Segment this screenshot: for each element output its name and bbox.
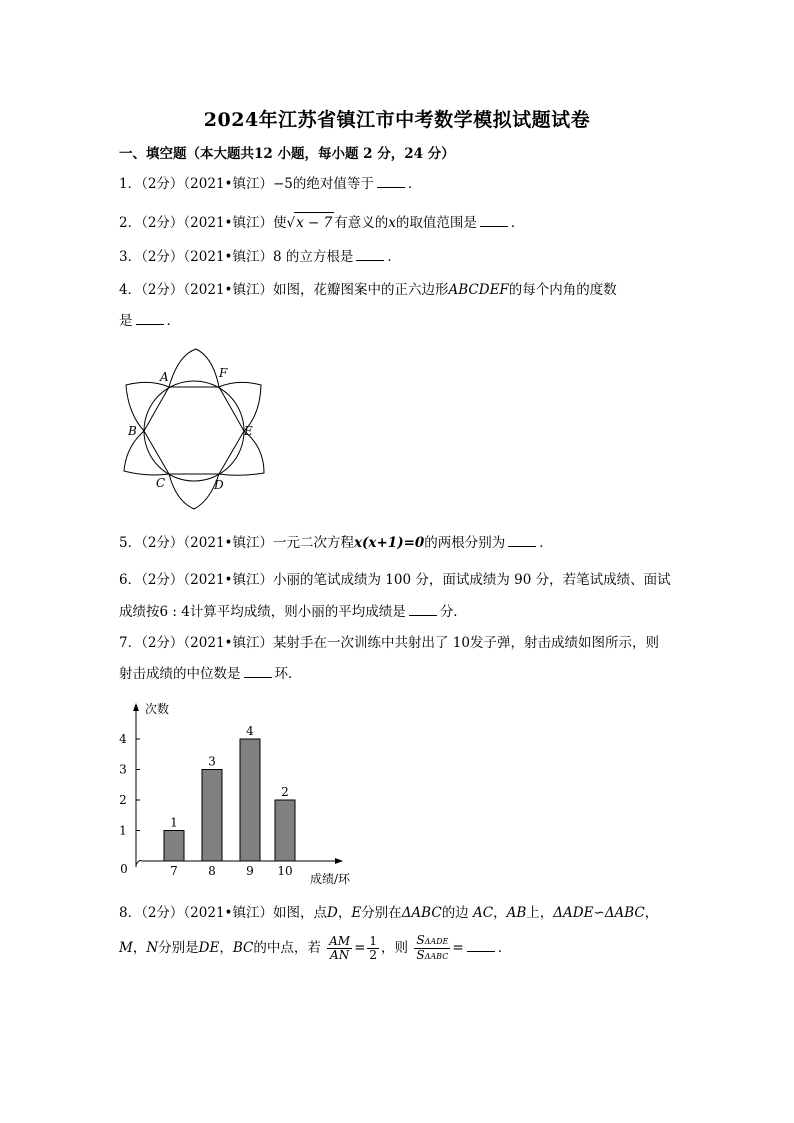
q8-sep: ， xyxy=(493,905,507,921)
y-tick-label: 1 xyxy=(119,823,127,838)
y-axis-arrow xyxy=(133,703,139,711)
x-tick-label: 9 xyxy=(246,864,254,878)
q7-prefix: 射击成绩的中位数是 xyxy=(119,666,241,682)
q8-sep: ， xyxy=(337,905,352,921)
q8-triangle: ΔABC xyxy=(401,905,442,921)
bar-value-label: 2 xyxy=(281,785,289,799)
equals: = xyxy=(452,940,464,956)
bar-value-label: 3 xyxy=(208,754,216,769)
shooting-score-bar-chart xyxy=(115,697,375,892)
equals: = xyxy=(354,940,366,956)
q6-ratio: 6 : 4 xyxy=(159,604,190,620)
q6-text: 计算平均成绩，则小丽的平均成绩是 xyxy=(189,604,406,620)
label-A: A xyxy=(160,370,169,384)
q5-end: ． xyxy=(539,535,553,551)
q8-point-E: E xyxy=(351,905,362,921)
question-6-line1: 6．（2分）（2021•镇江）小丽的笔试成绩为 100 分，面试成绩为 90 分，若笔试成绩、面试 xyxy=(119,572,671,588)
q3-end: ． xyxy=(387,249,401,265)
question-7-line1: 7．（2分）（2021•镇江）某射手在一次训练中共射出了 10发子弹，射击成绩如图所示，则 xyxy=(119,635,659,651)
q8-point-D: D xyxy=(327,905,338,921)
question-7-line2 xyxy=(119,664,302,684)
area-S: S xyxy=(416,948,425,962)
bar xyxy=(275,800,295,861)
q1-end: ． xyxy=(407,176,422,192)
q2-var: x xyxy=(388,215,396,231)
x-axis-arrow xyxy=(335,858,343,864)
question-1 xyxy=(119,174,421,194)
q6-prefix: 成绩按 xyxy=(119,604,160,620)
frac-den xyxy=(414,949,450,963)
q8-side-AB: AB xyxy=(506,905,527,921)
question-4-line1 xyxy=(119,280,617,300)
fraction-am-an xyxy=(327,935,352,962)
q4-shape: ABCDEF xyxy=(448,282,509,298)
question-8-line2 xyxy=(119,933,511,963)
label-E: E xyxy=(244,424,253,438)
area-S: S xyxy=(416,933,425,947)
answer-blank xyxy=(136,312,164,325)
q8-text-3: 上， xyxy=(526,905,554,921)
q8-point-M: M xyxy=(119,940,133,956)
answer-blank xyxy=(356,248,384,261)
bar-value-label: 4 xyxy=(246,724,254,738)
answer-blank xyxy=(480,214,508,227)
question-2 xyxy=(119,212,524,233)
q8-text: 分别在 xyxy=(361,905,402,921)
fraction-area-ratio xyxy=(414,934,450,963)
q8-text-4: 分别是 xyxy=(158,940,199,956)
page-title: 2024年江苏省镇江市中考数学模拟试题试卷 xyxy=(203,109,591,131)
frac-num: AM xyxy=(329,934,351,948)
answer-blank xyxy=(244,665,272,678)
y-tick-label: 2 xyxy=(119,793,127,807)
bar xyxy=(202,770,222,862)
q8-side-AC: AC xyxy=(472,905,494,921)
q8-prefix: 8．（2分）（2021•镇江）如图，点 xyxy=(119,905,327,921)
y-tick-label: 0 xyxy=(120,862,128,876)
q8-seg-DE: DE xyxy=(198,940,220,956)
answer-blank xyxy=(409,603,437,616)
x-axis-label: 成绩/环 xyxy=(310,872,351,886)
q1-prefix: 1．（2分）（2021•镇江） xyxy=(119,176,273,192)
area-sub: ΔABC xyxy=(424,952,449,961)
fraction-half xyxy=(367,935,379,962)
y-tick-label: 4 xyxy=(119,732,127,746)
q5-equation: x(x+1)=0 xyxy=(354,535,425,551)
q8-sep: ， xyxy=(132,940,147,956)
frac-num xyxy=(414,934,450,949)
q8-text-2: 的边 xyxy=(441,905,469,921)
x-tick-label: 7 xyxy=(170,864,178,878)
q2-prefix: 2．（2分）（2021•镇江）使 xyxy=(119,215,287,231)
bar-value-label: 1 xyxy=(170,815,178,830)
section-heading: 一、填空题（本大题共12 小题，每小题 2 分，24 分） xyxy=(119,146,455,162)
q8-similarity: ΔADE∽ΔABC xyxy=(553,905,645,921)
label-B: B xyxy=(128,424,137,438)
sqrt-symbol: √ xyxy=(286,215,296,231)
bar xyxy=(240,739,260,861)
label-D: D xyxy=(214,478,224,492)
q8-point-N: N xyxy=(146,940,159,956)
y-axis-label: 次数 xyxy=(145,702,170,716)
q8-sep: ， xyxy=(219,940,233,956)
q4-line2: 是 xyxy=(119,313,133,329)
q5-prefix: 5．（2分）（2021•镇江）一元二次方程 xyxy=(119,535,354,551)
bar xyxy=(164,831,184,862)
q2-sqrt-expr: x − 7 xyxy=(294,212,334,233)
petal xyxy=(169,474,219,509)
question-5 xyxy=(119,533,553,553)
label-C: C xyxy=(156,476,166,490)
area-sub: ΔADE xyxy=(424,937,449,946)
q3-text: 3．（2分）（2021•镇江）8 的立方根是 xyxy=(119,249,354,265)
q2-text: 的取值范围是 xyxy=(395,215,477,231)
q4-text: 的每个内角的度数 xyxy=(508,282,617,298)
x-axis-break xyxy=(136,861,142,866)
inscribed-circle xyxy=(144,381,244,481)
question-6-line2 xyxy=(119,602,467,622)
q6-end: 分． xyxy=(439,604,467,620)
q4-prefix: 4．（2分）（2021•镇江）如图，花瓣图案中的正六边形 xyxy=(119,282,449,298)
y-tick-label: 3 xyxy=(119,762,127,777)
question-4-line2 xyxy=(119,311,180,331)
q8-end: ． xyxy=(497,940,512,956)
q1-expr: −5 xyxy=(273,176,293,192)
chart-labels xyxy=(119,701,351,886)
q2-end: ． xyxy=(510,215,525,231)
q5-text: 的两根分别为 xyxy=(424,535,506,551)
question-3 xyxy=(119,247,401,267)
question-8-line1 xyxy=(119,903,658,923)
frac-den: AN xyxy=(330,948,350,962)
q2-mid: 有意义的 xyxy=(334,215,389,231)
q8-sep: ， xyxy=(644,905,659,921)
hexagon xyxy=(144,387,244,474)
answer-blank xyxy=(508,534,536,547)
q4-end: ． xyxy=(166,313,180,329)
chart-bars xyxy=(164,739,295,861)
answer-blank xyxy=(377,175,405,188)
petal xyxy=(219,431,264,475)
flower-hexagon-figure xyxy=(118,343,278,513)
q8-text-5: 的中点，若 xyxy=(253,940,321,956)
x-tick-label: 8 xyxy=(208,864,216,878)
q8-then: ，则 xyxy=(381,940,409,956)
label-F: F xyxy=(219,366,228,380)
frac-den: 2 xyxy=(369,948,378,962)
frac-num: 1 xyxy=(369,934,378,948)
x-tick-label: 10 xyxy=(277,864,293,878)
q8-seg-BC: BC xyxy=(232,940,254,956)
q1-text: 的绝对值等于 xyxy=(292,176,374,192)
q7-end: 环． xyxy=(274,666,302,682)
answer-blank xyxy=(467,939,495,952)
